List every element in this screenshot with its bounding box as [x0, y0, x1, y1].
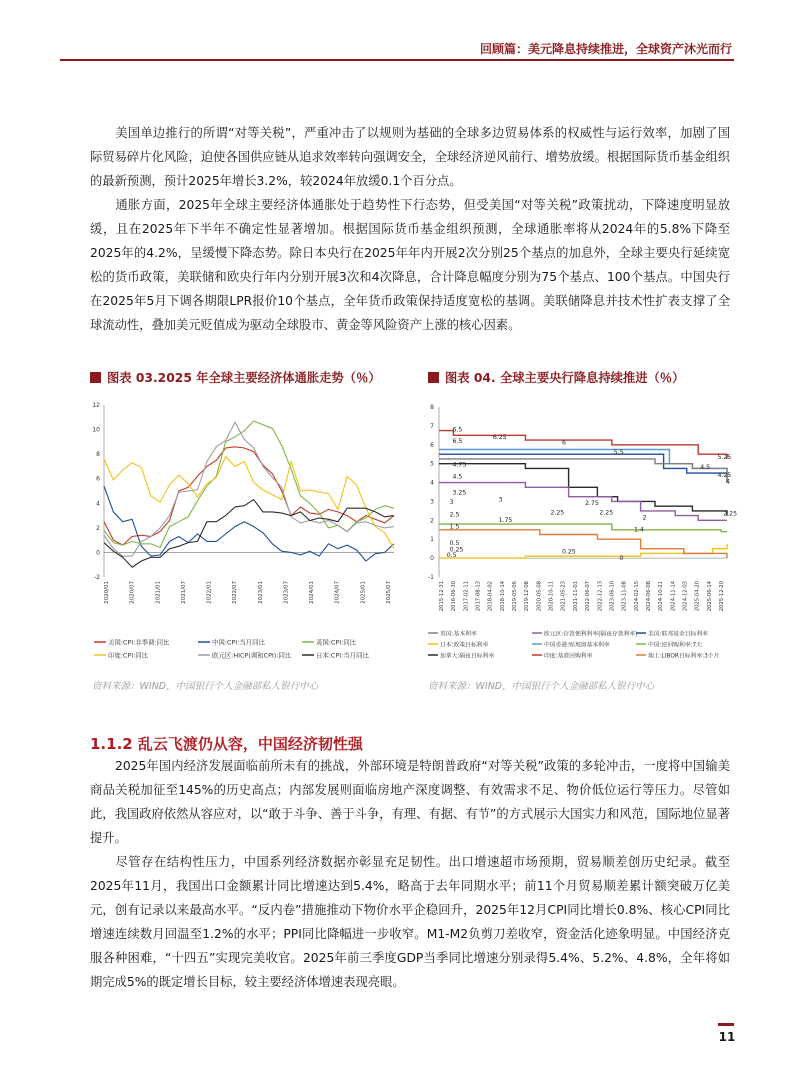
rate-annotation: 3.25 [452, 489, 467, 497]
series-step-line [439, 459, 727, 483]
x-tick-label: 2017-02-11 [463, 581, 470, 612]
y-tick-label: 6 [96, 475, 100, 483]
paragraph-3: 2025年国内经济发展面临前所未有的挑战，外部环境是特朗普政府“对等关税”政策的多轮冲击，一度将中国输美商品关税加征至145%的历史高点；内部发展则面临房地产深度调整、有效需求不足、物价低位运行等压力。尽管如此，我国政府依然从容应对，以“敢于斗争、善于斗争，有理、有据、有节”的方式展示大国实力和风范，国际地位显著提升。 [90, 759, 730, 845]
series-step-line [439, 530, 727, 558]
x-tick-label: 2022-12-13 [597, 581, 604, 612]
rate-annotation: 2.25 [723, 510, 738, 518]
inflation-chart [88, 395, 404, 670]
rate-annotation: 6.25 [492, 434, 507, 441]
x-tick-label: 2019-12-08 [524, 581, 531, 612]
y-tick-label: 2 [96, 524, 100, 532]
legend-label: 美国:联邦基金目标利率 [648, 631, 708, 638]
x-tick-label: 2018-04-02 [487, 581, 494, 612]
legend-label: 瑞士:LIBOR目标利率:3个月 [648, 653, 720, 660]
figure-04-title: 图表 04. 全球主要央行降息持续推进（％） [428, 368, 684, 386]
legend-label: 中国:CPI:当月同比 [212, 638, 265, 647]
figure-marker-icon [90, 372, 101, 383]
x-tick-label: 2024/07 [334, 581, 341, 604]
x-tick-label: 2020/01 [104, 581, 110, 604]
figure-marker-icon [428, 372, 439, 383]
x-tick-label: 2023/07 [283, 581, 290, 604]
rate-annotation: 0.5 [446, 552, 457, 560]
y-tick-label: 4 [430, 479, 434, 487]
figure-03-title: 图表 03.2025 年全球主要经济体通胀走势（％） [90, 368, 381, 386]
section-title: 1.1.2 乱云飞渡仍从容，中国经济韧性强 [90, 735, 363, 753]
x-tick-label: 2025-06-14 [706, 581, 713, 612]
x-tick-label: 2021-05-23 [560, 581, 567, 612]
page-number: 11 [718, 1030, 736, 1044]
series-line [104, 500, 394, 568]
x-tick-label: 2017-08-13 [475, 581, 482, 612]
legend-label: 日本:政策目标利率 [440, 642, 489, 649]
series-step-line [439, 524, 727, 532]
series-line [104, 447, 394, 545]
legend-label: 印度:基准回购利率 [544, 653, 593, 660]
x-tick-label: 2022-06-07 [585, 581, 592, 612]
x-tick-label: 2025-04-20 [694, 581, 701, 612]
rate-annotation: 0.25 [561, 548, 576, 556]
y-tick-label: 3 [430, 498, 434, 506]
legend-label: 日本:CPI:当月同比 [316, 651, 369, 660]
x-tick-label: 2024-11-14 [670, 581, 677, 612]
policy-rate-chart [422, 395, 740, 670]
x-tick-label: 2025/01 [360, 581, 367, 604]
legend-label: 加拿大:隔夜目标利率 [440, 653, 495, 660]
rate-annotation: 2.5 [449, 511, 460, 519]
y-tick-label: 0 [430, 555, 434, 563]
rate-annotation: 4.5 [700, 464, 711, 472]
x-tick-label: 2019-05-06 [512, 581, 519, 612]
x-tick-label: 2021/07 [180, 581, 187, 604]
page-number-mark [718, 1023, 734, 1026]
y-tick-label: 10 [92, 426, 100, 434]
rate-annotation: 1.5 [449, 523, 460, 531]
x-tick-label: 2021/01 [155, 581, 162, 604]
y-tick-label: 1 [430, 536, 434, 544]
x-tick-label: 2024-12-03 [682, 581, 689, 612]
rate-annotation: 4.25 [717, 471, 732, 479]
legend-label: 印度:CPI:同比 [108, 651, 149, 660]
y-tick-label: -2 [94, 574, 100, 581]
figure-04-source: 资料来源：WIND，中国银行个人金融部私人银行中心 [428, 681, 655, 692]
rate-annotation: 1.75 [498, 517, 513, 525]
rate-annotation: 5.25 [717, 453, 732, 461]
series-step-line [439, 483, 727, 521]
series-step-line [439, 464, 727, 519]
x-tick-label: 2023-11-08 [621, 581, 628, 612]
rate-annotation: 2 [642, 514, 647, 522]
series-line [104, 486, 394, 561]
paragraph-4: 尽管存在结构性压力，中国系列经济数据亦彰显充足韧性。出口增速超市场预期，贸易顺差创历史纪录。截至2025年11月，我国出口金额累计同比增速达到5.4%，略高于去年同期水平；前11个月贸易顺差累计额突破万亿美元，创有记录以来最高水平。“反内卷”措施推动下物价水平企稳回升，2025年12月CPI同比增长0.8%、核心CPI同比增速连续数月回温至1.2%的水平；PPI同比降幅进一步收窄。M1-M2负剪刀差收窄，资金活化迹象明显。中国经济克服各种困难，“十四五”实现完美收官。2025年前三季度GDP当季同比增速分别录得5.4%、5.2%、4.8%，全年将如期完成5%的既定增长目标，较主要经济体增速表现亮眼。 [90, 855, 730, 989]
x-tick-label: 2023-06-10 [609, 581, 616, 612]
header-title: 回顾篇：美元降息持续推进，全球资产沐光而行 [479, 42, 732, 56]
paragraph-2: 通胀方面，2025年全球主要经济体通胀处于趋势性下行态势，但受美国“对等关税”政策扰动，下降速度明显放缓，且在2025年下半年不确定性显著增加。根据国际货币基金组织预测，全球通胀率将从2024年的5.8%下降至2025年的4.2%，呈缓慢下降态势。除日本央行在2025年年内开展2次分别25个基点的加息外，全球主要央行延续宽松的货币政策，美联储和欧央行年内分别开展3次和4次降息，合计降息幅度分别为75个基点、100个基点。中国央行在2025年5月下调各期限LPR报价10个基点，全年货币政策保持适度宽松的基调。美联储降息并技术性扩表支撑了全球流动性，叠加美元贬值成为驱动全球股市、黄金等风险资产上涨的核心因素。 [90, 198, 730, 332]
y-tick-label: 6 [430, 441, 434, 449]
rate-annotation: 2.25 [599, 509, 614, 517]
x-tick-label: 2018-10-14 [499, 581, 506, 612]
rate-annotation: 4.5 [452, 473, 463, 481]
legend-label: 欧元区:HICP(调和CPI):同比 [212, 651, 292, 660]
x-tick-label: 2023/01 [257, 581, 264, 604]
x-tick-label: 2016-06-30 [451, 581, 458, 612]
legend-label: 中国香港:贴现窗基本利率 [544, 642, 610, 649]
legend-label: 美国:CPI:非季调:同比 [108, 638, 170, 647]
x-tick-label: 2020-10-11 [548, 581, 555, 612]
x-tick-label: 2025/07 [386, 581, 392, 604]
rate-annotation: 0 [619, 554, 624, 562]
rate-annotation: 6.5 [452, 426, 463, 434]
rate-annotation: 1.4 [633, 526, 644, 534]
x-tick-label: 2015-12-31 [439, 581, 445, 612]
y-tick-label: 7 [430, 422, 434, 430]
x-tick-label: 2020-05-08 [536, 581, 543, 612]
rate-annotation: 6 [561, 439, 566, 447]
x-tick-label: 2024-10-21 [658, 581, 665, 612]
y-tick-label: 0 [96, 549, 100, 557]
x-tick-label: 2022/01 [206, 581, 213, 604]
y-tick-label: 2 [430, 517, 434, 525]
paragraph-1: 美国单边推行的所谓“对等关税”，严重冲击了以规则为基础的全球多边贸易体系的权威性与运行效率，加剧了国际贸易碎片化风险，迫使各国供应链从追求效率转向强调安全，全球经济逆风前行、增势放缓。根据国际货币基金组织的最新预测，预计2025年增长3.2%，较2024年放缓0.1个百分点。 [90, 126, 730, 188]
y-tick-label: 5 [430, 460, 434, 468]
x-tick-label: 2020/07 [129, 581, 136, 604]
x-tick-label: 2021-11-01 [572, 581, 579, 612]
y-tick-label: 4 [96, 500, 100, 508]
rate-annotation: 3 [498, 496, 503, 504]
y-tick-label: 8 [96, 451, 100, 459]
legend-label: 英国:基本利率 [440, 631, 477, 638]
x-tick-label: 2022/07 [232, 581, 239, 604]
legend-label: 英国:CPI:同比 [316, 638, 357, 647]
rate-annotation: 2.25 [550, 509, 565, 517]
x-tick-label: 2025-12-20 [719, 581, 725, 612]
x-tick-label: 2024-02-15 [633, 581, 640, 612]
legend-label: 欧元区:存款便利利率(隔夜存款利率) [544, 631, 638, 638]
rate-annotation: 0.25 [449, 546, 464, 554]
rate-annotation: 3 [449, 499, 454, 507]
rate-annotation: 2.75 [585, 500, 599, 508]
y-tick-label: 8 [430, 404, 434, 411]
rate-annotation: 6.5 [452, 437, 463, 445]
rate-annotation: 4.75 [452, 461, 467, 469]
header-rule [60, 59, 734, 61]
rate-annotation: 4 [726, 478, 731, 486]
x-tick-label: 2024/01 [309, 581, 316, 604]
legend-label: 中国:逆回购利率:7天 [648, 642, 702, 649]
y-tick-label: -1 [428, 574, 434, 581]
rate-annotation: 0.5 [449, 539, 460, 547]
figure-03-source: 资料来源：WIND，中国银行个人金融部私人银行中心 [92, 681, 319, 692]
rate-annotation: 5.5 [613, 449, 624, 457]
y-tick-label: 12 [92, 402, 100, 409]
x-tick-label: 2024-06-08 [645, 581, 652, 612]
